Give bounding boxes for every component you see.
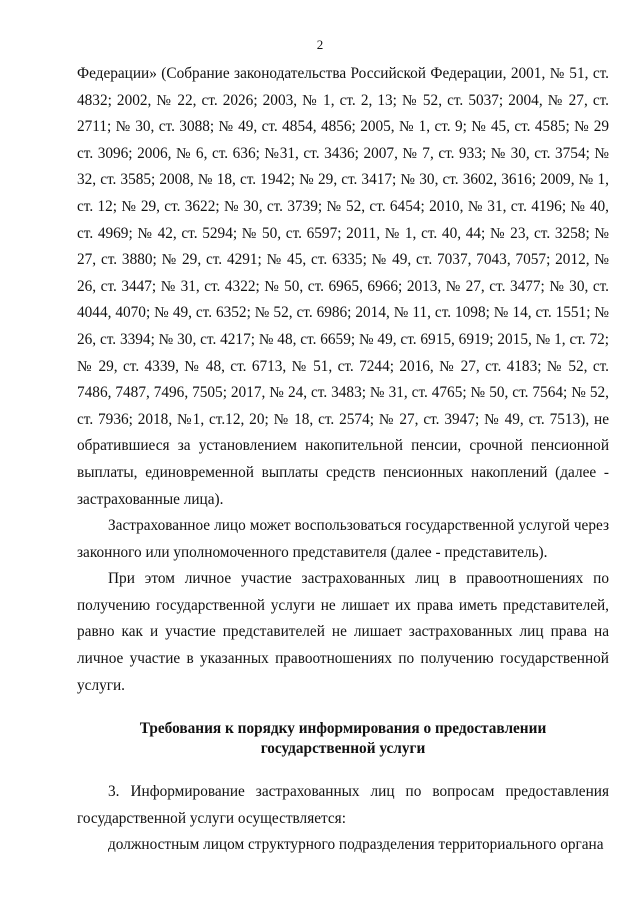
section-heading — [77, 719, 609, 759]
page-number: 2 — [316, 37, 324, 52]
paragraph-legislation-references: Федерации» (Собрание законодательства Российской Федерации, 2001, № 51, ст. 4832; 2002, № 22, ст. 2026; 2003, № 1, ст. 2, 13; № 52, ст. 5037; 2004, № 27, ст. 2711; № 30, ст. 3088; № 49, ст. 4854, 4856; 2005, № 1, ст. 9; № 45, ст. 4585; № 29 ст. 3096; 2006, № 6, ст. 636; №31, ст. 3436; 2007, № 7, ст. 933; № 30, ст. 3754; № 32, ст. 3585; 2008, № 18, ст. 1942; № 29, ст. 3417; № 30, ст. 3602, 3616; 2009, № 1, ст. 12; № 29, ст. 3622; № 30, ст. 3739; № 52, ст. 6454; 2010, № 31, ст. 4196; № 40, ст. 4969; № 42, ст. 5294; № 50, ст. 6597; 2011, № 1, ст. 40, 44; № 23, ст. 3258; № 27, ст. 3880; № 29, ст. 4291; № 45, ст. 6335; № 49, ст. 7037, 7043, 7057; 2012, № 26, ст. 3447; № 31, ст. 4322; № 50, ст. 6965, 6966; 2013, № 27, ст. 3477; № 30, ст. 4044, 4070; № 49, ст. 6352; № 52, ст. 6986; 2014, № 11, ст. 1098; № 14, ст. 1551; № 26, ст. 3394; № 30, ст. 4217; № 48, ст. 6659; № 49, ст. 6915, 6919; 2015, № 1, ст. 72; № 29, ст. 4339, № 48, ст. 6713, № 51, ст. 7244; 2016, № 27, ст. 4183; № 52, ст. 7486, 7487, 7496, 7505; 2017, № 24, ст. 3483; № 31, ст. 4765; № 50, ст. 7564; № 52, ст. 7936; 2018, №1, ст.12, 20; № 18, ст. 2574; № 27, ст. 3947; № 49, ст. 7513), не обратившиеся за установлением накопительной пенсии, срочной пенсионной выплаты, единовременной выплаты средств пенсионных накоплений (далее - застрахованные лица). — [77, 65, 609, 508]
section-heading-line-1: Требования к порядку информирования о предоставлении — [139, 720, 547, 738]
document-body — [77, 61, 609, 859]
section-heading-line-2: государственной услуги — [260, 740, 426, 758]
paragraph-official: должностным лицом структурного подразделения территориального органа — [108, 836, 604, 854]
paragraph-item-3: 3. Информирование застрахованных лиц по вопросам предоставления государственной услуги осуществляется: — [77, 783, 609, 827]
paragraph-personal-participation: При этом личное участие застрахованных лиц в правоотношениях по получению государственной услуги не лишает их права иметь представителей, равно как и участие представителей не лишает застрахованных лиц права на личное участие в указанных правоотношениях по получению государственной услуги. — [77, 570, 609, 694]
paragraph-representative: Застрахованное лицо может воспользоваться государственной услугой через законного или уполномоченного представителя (далее - представитель). — [77, 517, 609, 561]
